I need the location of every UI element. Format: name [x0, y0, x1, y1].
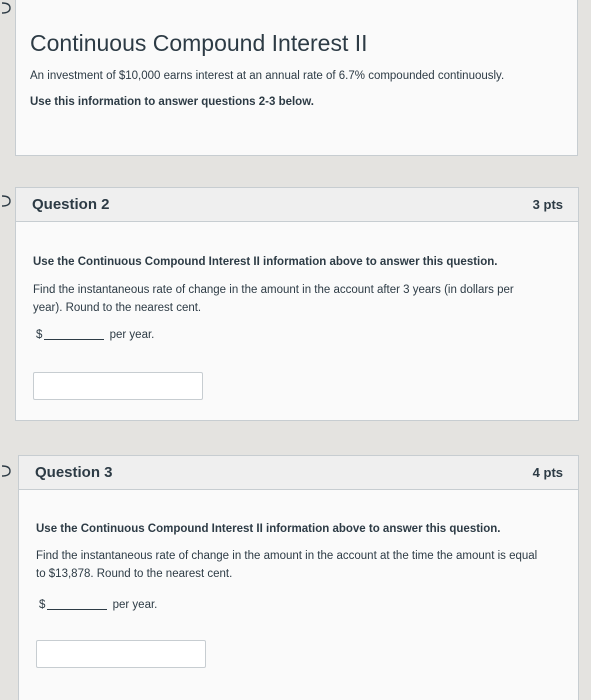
blank-line: [47, 609, 107, 610]
question-points: 3 pts: [532, 197, 563, 212]
answer-suffix: per year.: [112, 599, 158, 611]
question-lead: Use the Continuous Compound Interest II information above to answer this question.: [36, 523, 501, 535]
intro-text: An investment of $10,000 earns interest at an annual rate of 6.7% compounded continuously.: [30, 70, 505, 82]
question-prompt-line: Find the instantaneous rate of change in the amount in the account at the time the amount is equal: [36, 550, 538, 562]
currency-symbol: $: [39, 599, 46, 611]
intro-card: [15, 0, 578, 156]
answer-format: [36, 329, 154, 341]
question-title: Question 3: [35, 464, 113, 481]
question-prompt-line: year). Round to the nearest cent.: [33, 302, 202, 314]
blank-line: [44, 339, 104, 340]
question-header: [16, 188, 578, 222]
question-prompt: [36, 547, 566, 583]
question-marker-icon: [0, 465, 18, 477]
answer-suffix: per year.: [109, 329, 155, 341]
answer-input[interactable]: [33, 372, 203, 400]
question-points: 4 pts: [532, 465, 563, 480]
intro-instruction: Use this information to answer questions 2-3 below.: [30, 96, 314, 108]
question-prompt-line: to $13,878. Round to the nearest cent.: [36, 568, 233, 580]
question-card: [15, 187, 579, 421]
page-title: Continuous Compound Interest II: [30, 30, 368, 56]
question-header: [19, 456, 578, 490]
question-prompt: [33, 281, 543, 317]
question-card: [18, 455, 579, 700]
answer-format: [39, 599, 157, 611]
answer-input[interactable]: [36, 640, 206, 668]
question-prompt-line: Find the instantaneous rate of change in the amount in the account after 3 years (in dollars per: [33, 284, 514, 296]
question-lead: Use the Continuous Compound Interest II information above to answer this question.: [33, 256, 498, 268]
currency-symbol: $: [36, 329, 43, 341]
question-title: Question 2: [32, 196, 110, 213]
